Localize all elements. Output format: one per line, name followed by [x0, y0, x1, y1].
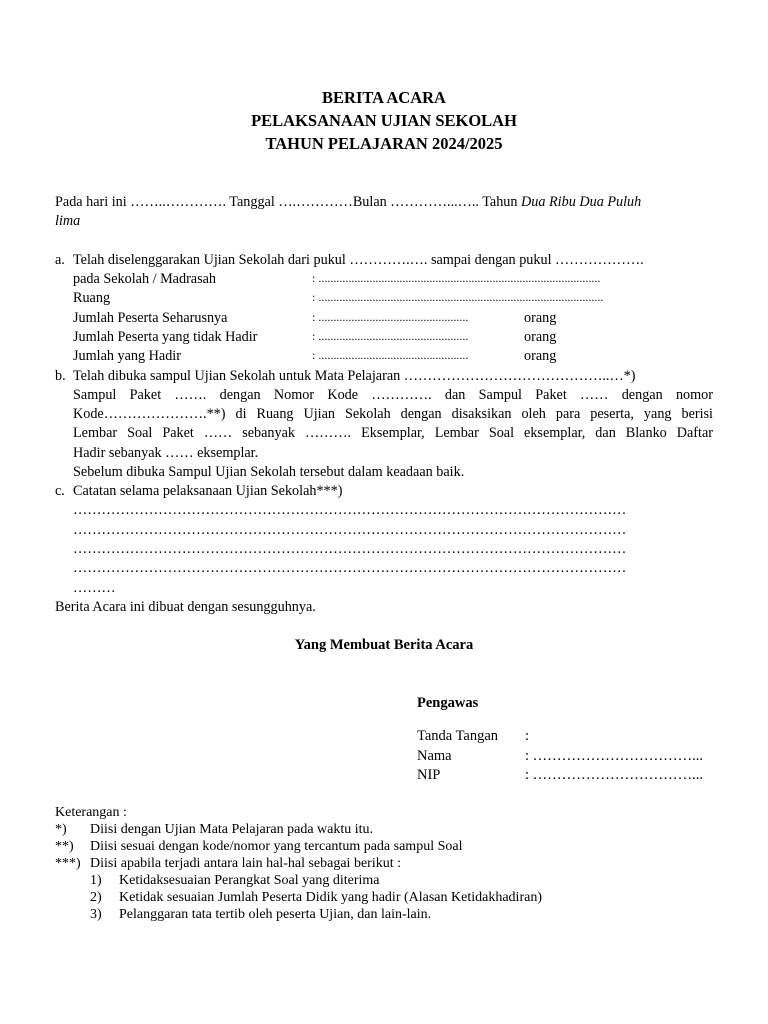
note-mark: **): [55, 839, 74, 854]
notes-dot-line: ………: [73, 580, 116, 596]
section-b-line: Kode………………….**) di Ruang Ujian Sekolah dengan disaksikan oleh para peserta, yang berisi: [73, 406, 713, 422]
section-b-line: Sebelum dibuka Sampul Ujian Sekolah tersebut dalam keadaan baik.: [73, 464, 465, 480]
signature-field-label: Tanda Tangan: [417, 728, 499, 744]
row-value: : ...............................................................................................: [312, 290, 604, 304]
signature-field-value: :: [525, 728, 530, 744]
row-label: Ruang: [73, 290, 111, 306]
row-value: : ..................................................: [312, 348, 469, 362]
section-b-line: Sampul Paket ……. dengan Nomor Kode …………. dan Sampul Paket …… dengan nomor: [73, 387, 713, 403]
section-b-line: Telah dibuka sampul Ujian Sekolah untuk Mata Pelajaran ……………………………………..…*): [73, 368, 636, 384]
intro-text: Pada hari ini ……..…………. Tanggal ….…………Bulan …………...….. Tahun: [55, 194, 522, 210]
note-mark: *): [55, 822, 67, 837]
sub-note-text: Ketidaksesuaian Perangkat Soal yang diterima: [119, 873, 380, 888]
note-text: Diisi dengan Ujian Mata Pelajaran pada waktu itu.: [90, 822, 374, 837]
row-label: Jumlah yang Hadir: [73, 348, 181, 364]
note-mark: ***): [55, 856, 81, 871]
row-value: : ..............................................................................................: [312, 271, 601, 285]
section-b-line: Lembar Soal Paket …… sebanyak ………. Eksemplar, Lembar Soal eksemplar, dan Blanko Daftar: [73, 425, 713, 441]
note-text: Diisi apabila terjadi antara lain hal-hal sebagai berikut :: [90, 856, 401, 871]
row-suffix: orang: [524, 348, 557, 364]
section-b-marker: b.: [55, 368, 66, 384]
sub-note-num: 1): [90, 873, 102, 888]
notes-dot-line: ………………………………………………………………………………………………………: [73, 522, 627, 538]
row-value: : ..................................................: [312, 310, 469, 324]
sub-note-text: Ketidak sesuaian Jumlah Peserta Didik yang hadir (Alasan Ketidakhadiran): [119, 890, 542, 905]
row-value: : ..................................................: [312, 329, 469, 343]
notes-dot-line: ………………………………………………………………………………………………………: [73, 541, 627, 557]
signature-field-value: : ……………………………...: [525, 748, 704, 764]
signature-field-label: NIP: [417, 767, 441, 783]
sub-note-text: Pelanggaran tata tertib oleh peserta Ujian, dan lain-lain.: [119, 907, 432, 922]
row-label: Jumlah Peserta yang tidak Hadir: [73, 329, 258, 345]
doc-year: TAHUN PELAJARAN 2024/2025: [265, 134, 503, 153]
signature-heading: Yang Membuat Berita Acara: [294, 637, 474, 653]
section-a-text: Telah diselenggarakan Ujian Sekolah dari pukul ………….…. sampai dengan pukul ……………….: [73, 252, 644, 268]
doc-title: BERITA ACARA: [322, 88, 446, 107]
row-suffix: orang: [524, 329, 557, 345]
doc-subtitle: PELAKSANAAN UJIAN SEKOLAH: [251, 111, 517, 130]
notes-dot-line: ………………………………………………………………………………………………………: [73, 502, 627, 518]
row-suffix: orang: [524, 310, 557, 326]
row-label: pada Sekolah / Madrasah: [73, 271, 217, 287]
intro-year-italic-cont: lima: [55, 213, 81, 229]
notes-dot-line: ………………………………………………………………………………………………………: [73, 560, 627, 576]
intro-year-italic: Dua Ribu Dua Puluh: [521, 194, 642, 210]
note-text: Diisi sesuai dengan kode/nomor yang tercantum pada sampul Soal: [90, 839, 463, 854]
closing-statement: Berita Acara ini dibuat dengan sesungguhnya.: [55, 599, 316, 615]
section-c-marker: c.: [55, 483, 65, 499]
row-label: Jumlah Peserta Seharusnya: [73, 310, 228, 326]
signature-role: Pengawas: [417, 695, 479, 711]
section-a-marker: a.: [55, 252, 65, 268]
signature-field-label: Nama: [417, 748, 452, 764]
sub-note-num: 3): [90, 907, 102, 922]
intro-line: [55, 194, 641, 211]
notes-heading: Keterangan :: [55, 805, 127, 820]
signature-field-value: : ……………………………...: [525, 767, 704, 783]
section-c-text: Catatan selama pelaksanaan Ujian Sekolah***): [73, 483, 343, 499]
section-b-line: Hadir sebanyak …… eksemplar.: [73, 445, 259, 461]
sub-note-num: 2): [90, 890, 102, 905]
